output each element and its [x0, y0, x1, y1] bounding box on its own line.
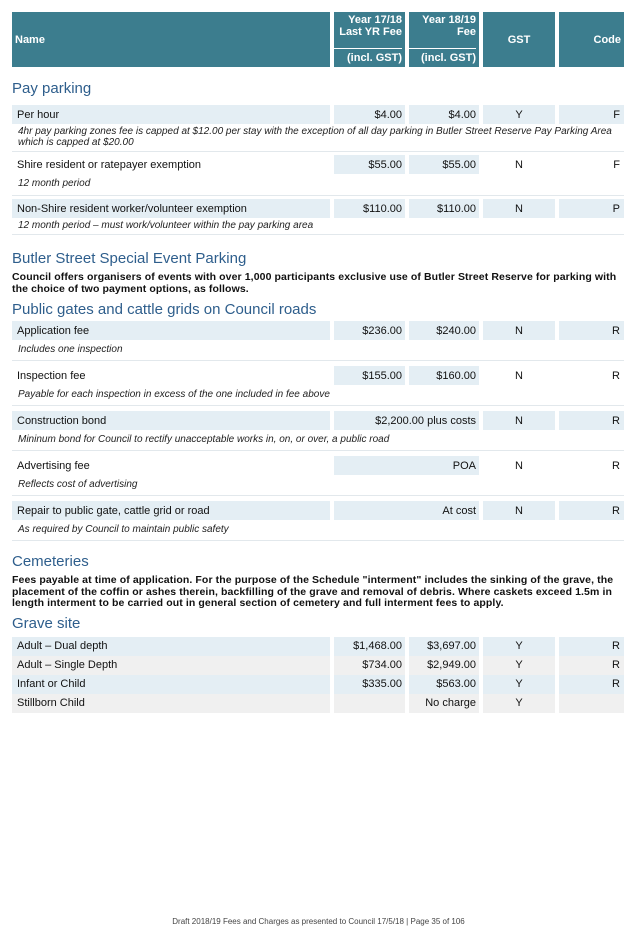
fee-gst: N	[515, 459, 523, 472]
section-title-grave-site: Grave site	[12, 614, 81, 632]
fee-gst: Y	[483, 105, 555, 124]
fee-name: Non-Shire resident worker/volunteer exemption	[12, 199, 330, 218]
fee-combined: At cost	[334, 501, 479, 520]
fee-code: R	[559, 637, 624, 656]
fee-name: Per hour	[12, 105, 330, 124]
fee-code: R	[612, 369, 620, 382]
fee-gst: N	[483, 411, 555, 430]
fee-code: R	[559, 411, 624, 430]
fee-note: Mininum bond for Council to rectify unacceptable works in, on, or over, a public road	[12, 430, 624, 451]
fee-year-18-19: No charge	[409, 694, 479, 713]
fee-gst: N	[515, 158, 523, 171]
fee-code: F	[613, 158, 620, 171]
fee-gst: N	[515, 369, 523, 382]
fee-note: 12 month period	[12, 174, 624, 196]
fee-name: Adult – Single Depth	[12, 656, 330, 675]
fee-year-17-18: $335.00	[334, 675, 405, 694]
fee-gst: N	[483, 321, 555, 340]
fee-code: R	[559, 656, 624, 675]
fee-schedule-page	[12, 12, 624, 713]
table-row	[12, 694, 624, 713]
section-title-pay-parking: Pay parking	[12, 80, 92, 97]
fee-combined: $2,200.00 plus costs	[334, 411, 479, 430]
fee-code: F	[559, 105, 624, 124]
table-row	[12, 501, 624, 520]
fee-year-18-19: $160.00	[409, 366, 479, 385]
fee-year-18-19: $2,949.00	[409, 656, 479, 675]
section-title-cemeteries: Cemeteries	[12, 553, 89, 570]
header-year-18-19	[409, 12, 479, 67]
fee-year-17-18: $155.00	[334, 366, 405, 385]
fee-name: Shire resident or ratepayer exemption	[17, 158, 202, 171]
fee-note: 4hr pay parking zones fee is capped at $12.00 per stay with the exception of all day parking in Butler Street Reserve Pay Parking Area which is capped at $20.00	[12, 124, 624, 152]
fee-note: Includes one inspection	[12, 340, 624, 361]
table-row	[12, 675, 624, 694]
header-year-17-18	[334, 12, 405, 67]
fee-name: Stillborn Child	[12, 694, 330, 713]
table-row	[12, 411, 624, 430]
fee-gst: Y	[483, 675, 555, 694]
table-row	[12, 456, 624, 475]
fee-note: Payable for each inspection in excess of the one included in fee above	[12, 385, 624, 406]
fee-year-18-19: $3,697.00	[409, 637, 479, 656]
fee-code: R	[612, 459, 620, 472]
header-name: Name	[12, 12, 330, 67]
header-code: Code	[559, 12, 624, 67]
fee-gst: Y	[483, 694, 555, 713]
fee-combined: POA	[334, 456, 479, 475]
section-title-public-gates: Public gates and cattle grids on Council roads	[12, 301, 317, 318]
fee-name: Construction bond	[12, 411, 330, 430]
table-row	[12, 321, 624, 340]
butler-street-description: Council offers organisers of events with over 1,000 participants exclusive use of Butler Street Reserve for parking with the choice of two payment options, as follows.	[12, 271, 617, 295]
fee-year-18-19: $110.00	[409, 199, 479, 218]
table-row	[12, 656, 624, 675]
fee-year-17-18: $1,468.00	[334, 637, 405, 656]
table-row	[12, 105, 624, 124]
fee-gst: N	[483, 199, 555, 218]
fee-note: 12 month period – must work/volunteer within the pay parking area	[12, 218, 624, 235]
page-footer: Draft 2018/19 Fees and Charges as presented to Council 17/5/18 | Page 35 of 106	[172, 917, 465, 926]
table-row	[12, 155, 624, 174]
fee-code: R	[559, 321, 624, 340]
fee-gst: Y	[483, 656, 555, 675]
fee-year-17-18: $55.00	[334, 155, 405, 174]
fee-year-17-18: $110.00	[334, 199, 405, 218]
table-row	[12, 199, 624, 218]
fee-gst: N	[483, 501, 555, 520]
fee-code: R	[559, 675, 624, 694]
fee-note: As required by Council to maintain public safety	[12, 520, 624, 541]
fee-gst: Y	[483, 637, 555, 656]
fee-name: Adult – Dual depth	[12, 637, 330, 656]
fee-name: Application fee	[12, 321, 330, 340]
fee-code	[559, 694, 624, 713]
cemeteries-description: Fees payable at time of application. For the purpose of the Schedule "interment" includes the sinking of the grave, the placement of the coffin or ashes therein, backfilling of the grave and removal of debris. Where caskets exceed 1.5m in length interment to be carried out in general section of cemetery and full interment fees to apply.	[12, 574, 614, 609]
fee-year-18-19: $563.00	[409, 675, 479, 694]
fee-year-18-19: $4.00	[409, 105, 479, 124]
table-header	[12, 12, 624, 67]
table-row	[12, 366, 624, 385]
fee-year-18-19: $55.00	[409, 155, 479, 174]
header-gst: GST	[483, 12, 555, 67]
header-year-17-18-label: Year 17/18 Last YR Fee	[339, 14, 402, 38]
fee-note: Reflects cost of advertising	[12, 475, 624, 496]
fee-name: Inspection fee	[17, 369, 86, 382]
fee-year-17-18: $236.00	[334, 321, 405, 340]
fee-year-18-19: $240.00	[409, 321, 479, 340]
header-year-18-19-label: Year 18/19 Fee	[422, 14, 476, 38]
fee-code: R	[559, 501, 624, 520]
section-title-butler-street: Butler Street Special Event Parking	[12, 250, 247, 267]
header-year-18-19-gst: (incl. GST)	[409, 48, 476, 64]
fee-year-17-18	[334, 694, 405, 713]
fee-year-17-18: $4.00	[334, 105, 405, 124]
fee-name: Infant or Child	[12, 675, 330, 694]
table-row	[12, 637, 624, 656]
fee-year-17-18: $734.00	[334, 656, 405, 675]
fee-name: Advertising fee	[17, 459, 90, 472]
fee-name: Repair to public gate, cattle grid or road	[12, 501, 330, 520]
header-year-17-18-gst: (incl. GST)	[334, 48, 402, 64]
fee-code: P	[559, 199, 624, 218]
